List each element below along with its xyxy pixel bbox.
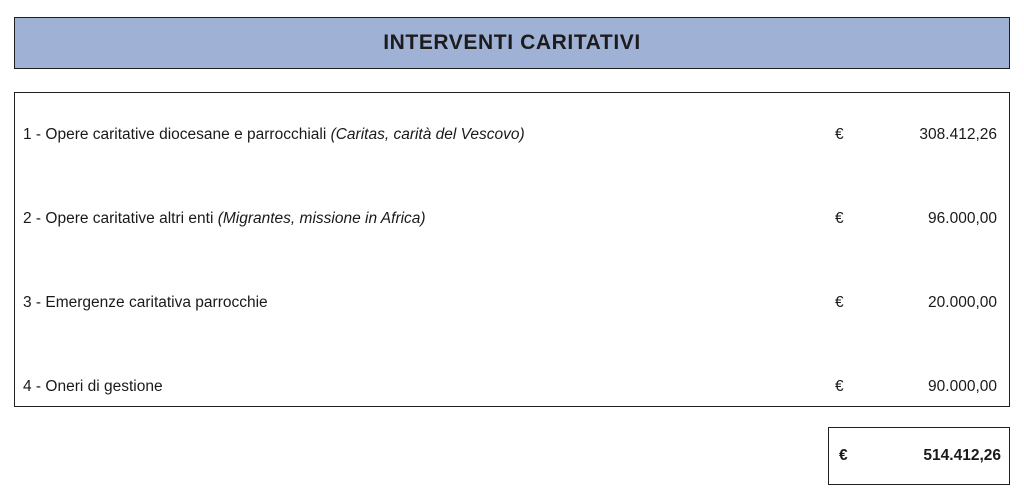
- item-label: [23, 210, 1009, 228]
- item-label: [23, 294, 1009, 312]
- item-amount: 20.000,00: [928, 294, 997, 311]
- item-currency-symbol: €: [835, 126, 844, 143]
- item-currency-symbol: €: [835, 294, 844, 311]
- item-label-detail: (Caritas, carità del Vescovo): [330, 126, 525, 143]
- total-amount: 514.412,26: [923, 447, 1001, 464]
- item-label-plain: 2 - Opere caritative altri enti: [23, 210, 218, 227]
- item-currency-symbol: €: [835, 210, 844, 227]
- table-row: [15, 93, 1009, 177]
- section-title-banner: [14, 17, 1010, 69]
- total-currency-symbol: €: [839, 447, 848, 464]
- page-title: INTERVENTI CARITATIVI: [383, 31, 641, 54]
- item-label-plain: 1 - Opere caritative diocesane e parrocchiali: [23, 126, 331, 143]
- item-amount: 96.000,00: [928, 210, 997, 227]
- item-label: [23, 126, 1009, 144]
- table-row: [15, 177, 1009, 261]
- items-table: [14, 92, 1010, 407]
- total-box: [828, 427, 1010, 485]
- item-label-detail: (Migrantes, missione in Africa): [217, 210, 426, 227]
- table-row: [15, 261, 1009, 345]
- item-currency-symbol: €: [835, 378, 844, 395]
- table-row: [15, 345, 1009, 429]
- item-label-plain: 4 - Oneri di gestione: [23, 378, 163, 395]
- item-amount: 90.000,00: [928, 378, 997, 395]
- item-amount: 308.412,26: [919, 126, 997, 143]
- item-label-plain: 3 - Emergenze caritativa parrocchie: [23, 294, 268, 311]
- item-label: [23, 378, 1009, 396]
